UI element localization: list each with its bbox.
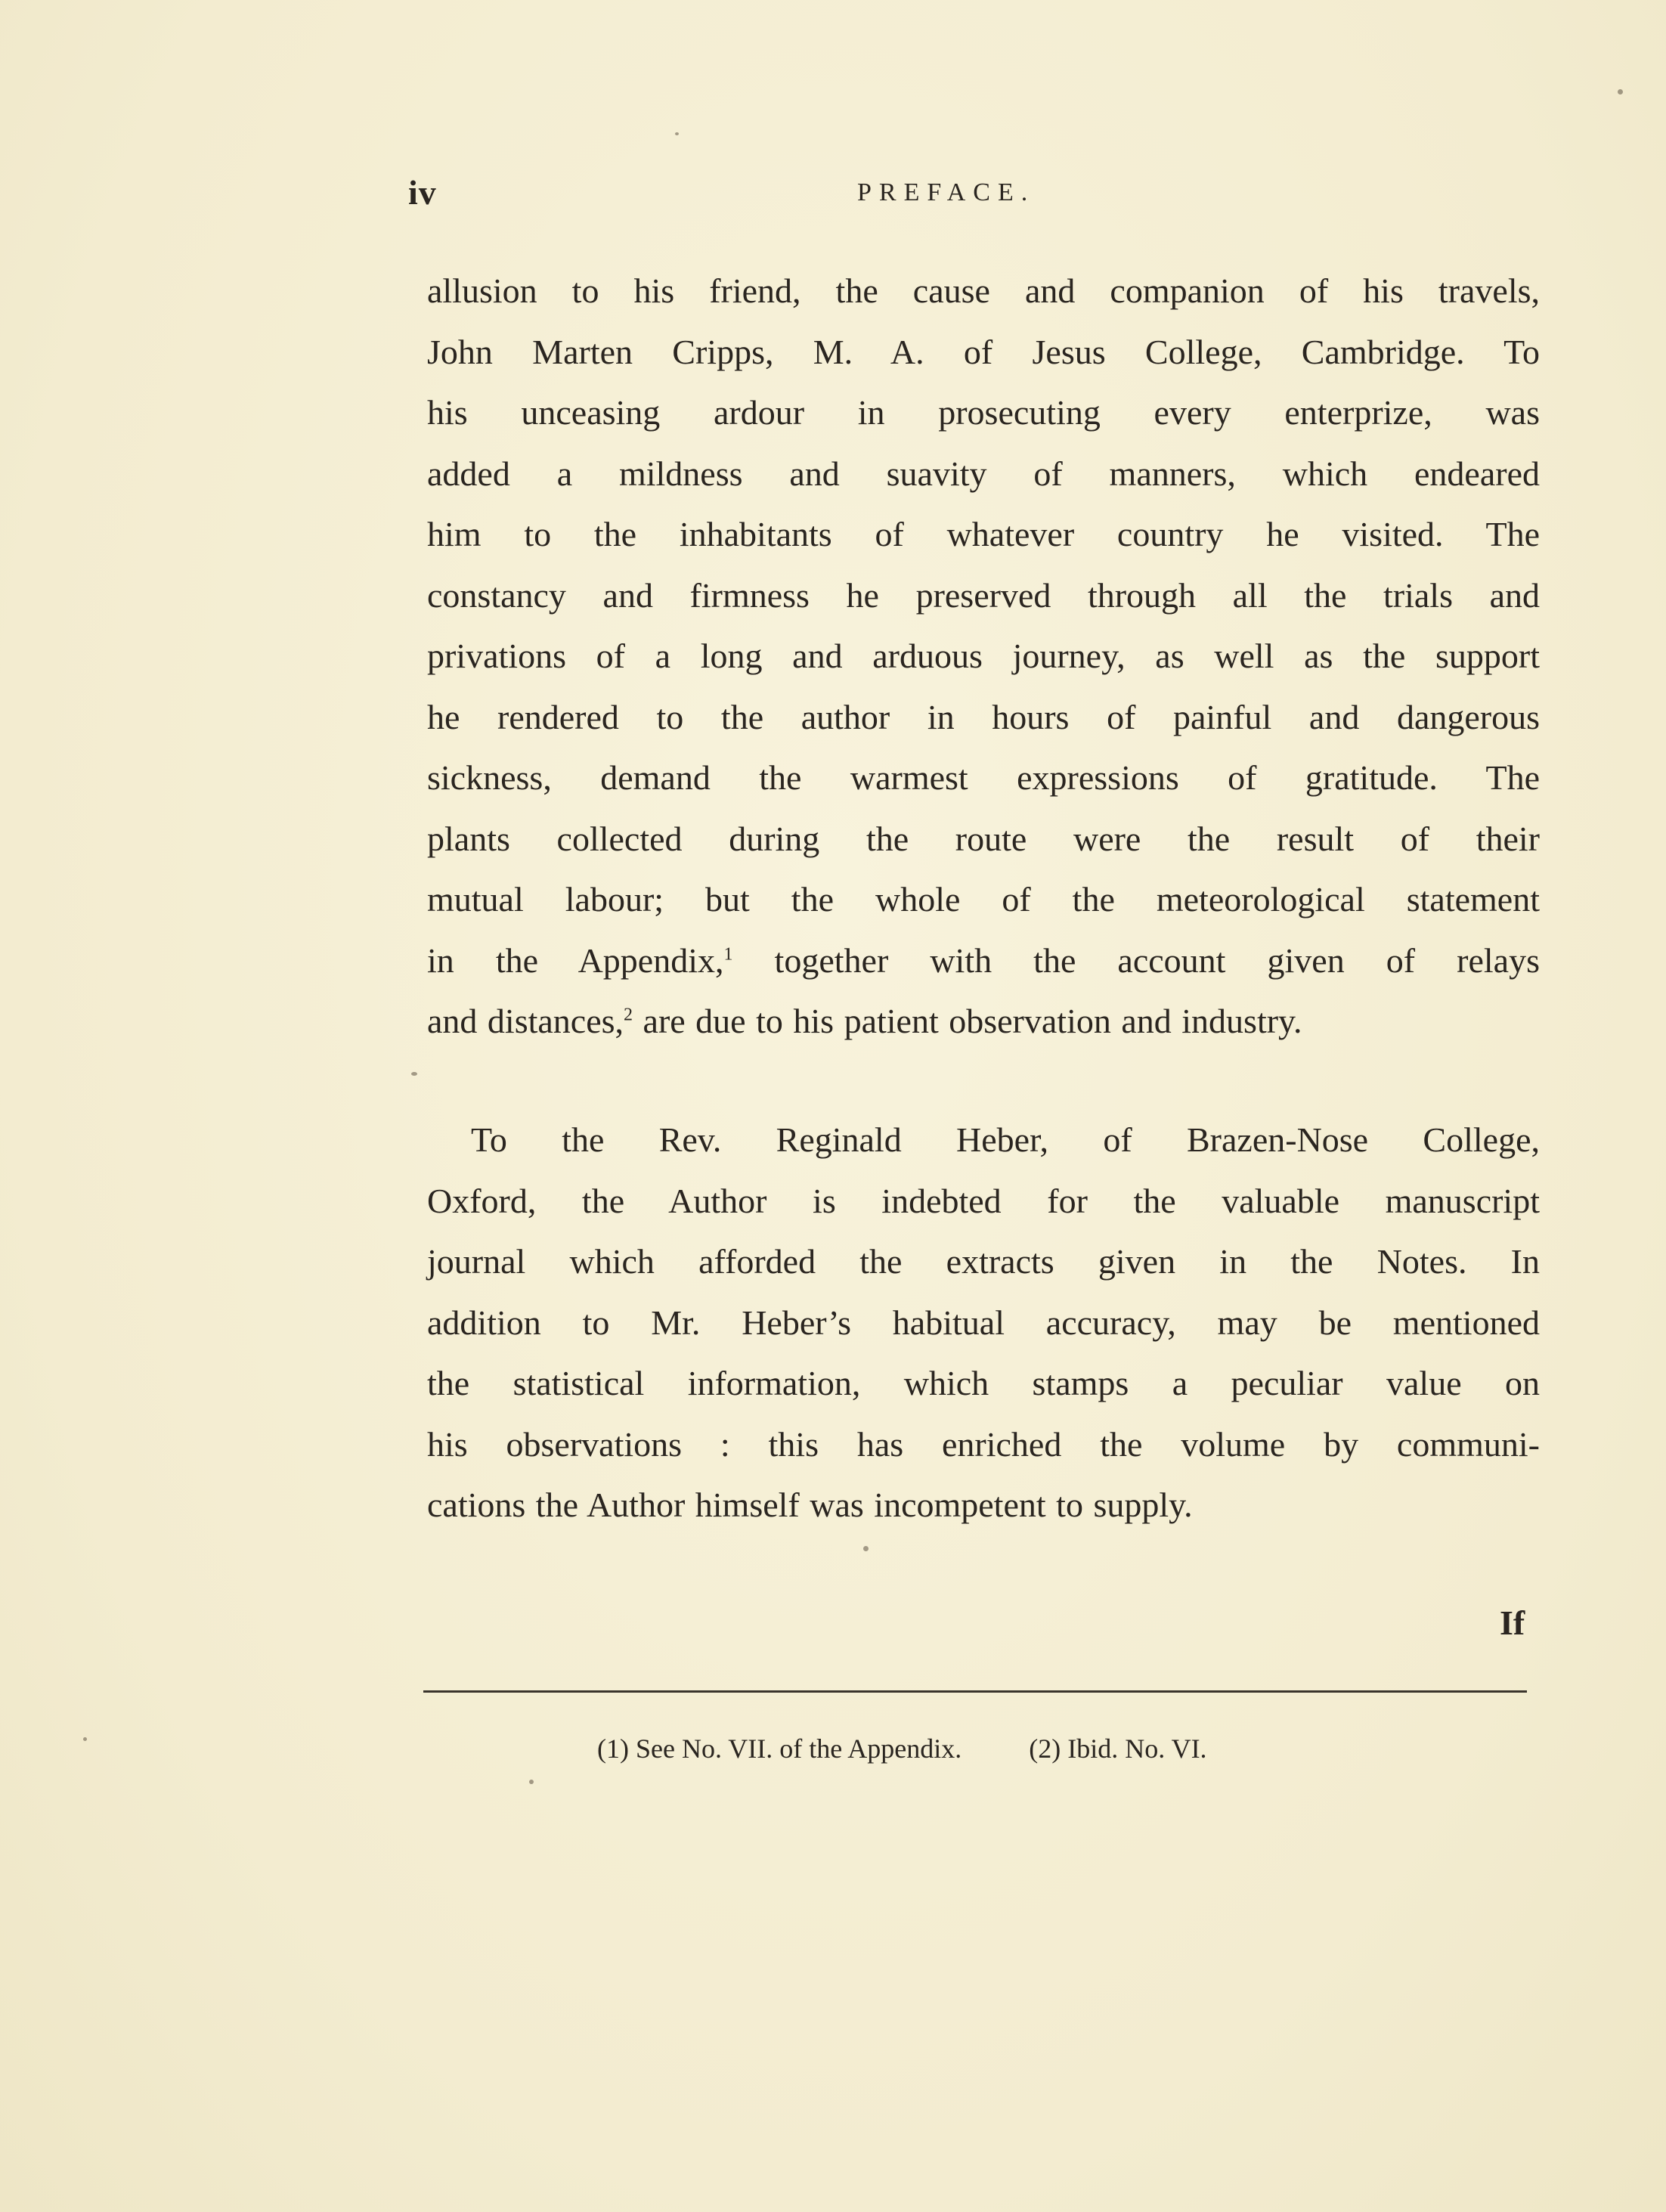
- paper-speck: [529, 1780, 534, 1784]
- footnote-2: (2) Ibid. No. VI.: [1029, 1733, 1207, 1764]
- paper-speck: [83, 1737, 87, 1741]
- text-line: cations the Author himself was incompetent to supply.: [427, 1486, 1193, 1524]
- text-segment: together with the account given of relays: [732, 940, 1540, 980]
- footnotes: [597, 1733, 1268, 1764]
- text-line: To the Rev. Reginald Heber, of Brazen-Nose College,: [471, 1120, 1540, 1159]
- paragraph-1: [427, 261, 1540, 1052]
- page-number: iv: [408, 173, 437, 212]
- text-segment: and distances,: [427, 1002, 624, 1040]
- text-segment: are due to his patient observation and industry.: [633, 1002, 1302, 1040]
- text-line-with-footnote: [427, 931, 1540, 992]
- catchword: If: [1500, 1603, 1525, 1642]
- paper-speck: [411, 1072, 417, 1076]
- text-line-with-footnote: [427, 991, 1540, 1052]
- text-line: him to the inhabitants of whatever country he visited. The: [427, 515, 1540, 553]
- text-line: addition to Mr. Heber’s habitual accuracy, may be mentioned: [427, 1303, 1540, 1342]
- text-line: John Marten Cripps, M. A. of Jesus College, Cambridge. To: [427, 332, 1540, 371]
- text-line: Oxford, the Author is indebted for the valuable manuscript: [427, 1181, 1540, 1220]
- text-line: allusion to his friend, the cause and companion of his travels,: [427, 271, 1540, 310]
- footnote-rule: [423, 1690, 1527, 1693]
- text-line: his unceasing ardour in prosecuting every enterprize, was: [427, 393, 1540, 432]
- paper-speck: [1618, 89, 1623, 94]
- footnote-1: (1) See No. VII. of the Appendix.: [597, 1733, 962, 1764]
- text-line: the statistical information, which stamps a peculiar value on: [427, 1364, 1540, 1402]
- footnote-ref: 2: [624, 1005, 633, 1025]
- paper-speck: [675, 132, 679, 135]
- text-line: constancy and firmness he preserved through all the trials and: [427, 575, 1540, 615]
- text-line: his observations : this has enriched the volume by communi-: [427, 1424, 1540, 1464]
- text-line: sickness, demand the warmest expressions of gratitude. The: [427, 758, 1540, 797]
- text-line: he rendered to the author in hours of painful and dangerous: [427, 697, 1540, 736]
- running-head: PREFACE.: [857, 178, 1036, 206]
- text-line: added a mildness and suavity of manners, which endeared: [427, 454, 1540, 493]
- text-line: journal which afforded the extracts given in the Notes. In: [427, 1242, 1540, 1281]
- text-line: plants collected during the route were the result of their: [427, 819, 1540, 858]
- paper-speck: [863, 1546, 869, 1551]
- paragraph-2: [427, 1110, 1540, 1536]
- page-header: [408, 172, 1534, 218]
- text-line: privations of a long and arduous journey, as well as the support: [427, 637, 1540, 675]
- text-segment: in the Appendix,: [427, 940, 724, 980]
- footnote-ref: 1: [723, 944, 733, 965]
- text-line: mutual labour; but the whole of the meteorological statement: [427, 880, 1540, 919]
